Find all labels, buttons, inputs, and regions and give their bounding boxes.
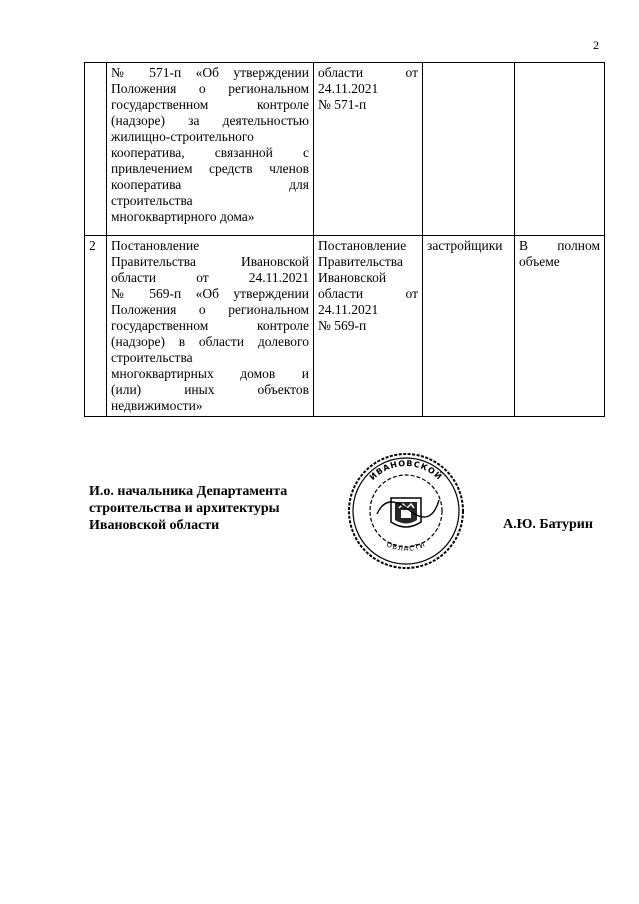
act-line: области от 24.11.2021 xyxy=(111,270,309,285)
subjects-cell: застройщики xyxy=(423,236,515,417)
details-line: Правительства xyxy=(318,254,403,269)
act-line: многоквартирного дома» xyxy=(111,209,255,224)
subjects-cell xyxy=(423,63,515,236)
act-details-cell xyxy=(314,63,423,236)
signer-position-line: И.о. начальника Департамента xyxy=(89,484,288,499)
row-number-cell: 2 xyxy=(85,236,107,417)
scope-line: В полном xyxy=(519,238,600,253)
act-line: (надзоре) в области долевого xyxy=(111,334,309,349)
act-line: многоквартирных домов и xyxy=(111,366,309,381)
details-line: области от xyxy=(318,286,418,301)
act-line: Положения о региональном xyxy=(111,81,309,96)
act-line: кооператива, связанной с xyxy=(111,145,309,160)
document-table xyxy=(84,62,605,417)
details-line: Ивановской xyxy=(318,270,387,285)
row-number-cell xyxy=(85,63,107,236)
official-seal xyxy=(347,452,465,570)
seal-text-bottom: ОБЛАСТИ xyxy=(385,540,427,553)
act-name-cell xyxy=(107,236,314,417)
act-line: привлечением средств членов xyxy=(111,161,309,176)
act-line: (или) иных объектов xyxy=(111,382,309,397)
signer-position-line: Ивановской области xyxy=(89,518,220,533)
table-row xyxy=(85,63,605,236)
table-row xyxy=(85,236,605,417)
details-line: 24.11.2021 xyxy=(318,302,379,317)
svg-text:ОБЛАСТИ xyxy=(385,540,427,552)
details-line: № 569-п xyxy=(318,318,367,333)
act-line: жилищно-строительного xyxy=(111,129,254,144)
act-details-cell xyxy=(314,236,423,417)
act-line: Правительства Ивановской xyxy=(111,254,309,269)
page-number: 2 xyxy=(593,38,599,52)
scope-cell xyxy=(515,236,605,417)
signer-position-line: строительства и архитектуры xyxy=(89,501,280,516)
act-line: строительства xyxy=(111,193,193,208)
act-line: недвижимости» xyxy=(111,398,203,413)
act-line: Положения о региональном xyxy=(111,302,309,317)
act-line: государственном контроле xyxy=(111,318,309,333)
seal-text-top: ИВАНОВСКОЙ xyxy=(367,458,445,482)
details-line: области от xyxy=(318,65,418,80)
scope-line: объеме xyxy=(519,254,560,269)
act-line: № 569-п «Об утверждении xyxy=(111,286,309,301)
details-line: Постановление xyxy=(318,238,407,253)
scope-cell xyxy=(515,63,605,236)
act-line: Постановление xyxy=(111,238,200,253)
act-line: кооператива для xyxy=(111,177,309,192)
act-line: (надзоре) за деятельностью xyxy=(111,113,309,128)
act-line: № 571-п «Об утверждении xyxy=(111,65,309,80)
details-line: № 571-п xyxy=(318,97,367,112)
act-line: строительства xyxy=(111,350,193,365)
signer-name: А.Ю. Батурин xyxy=(503,517,593,532)
act-line: государственном контроле xyxy=(111,97,309,112)
details-line: 24.11.2021 xyxy=(318,81,379,96)
signer-position xyxy=(89,483,287,534)
act-name-cell xyxy=(107,63,314,236)
